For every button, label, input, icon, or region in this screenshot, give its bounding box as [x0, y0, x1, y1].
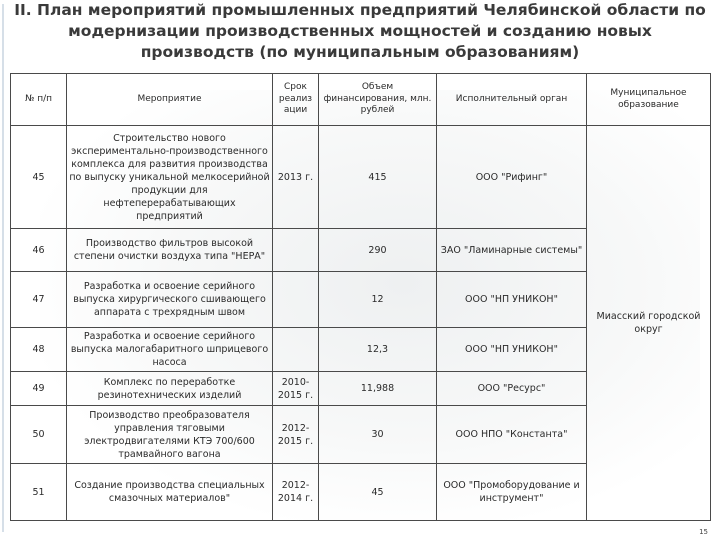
row-num: 50 [11, 406, 67, 464]
municipality-cell: Миасский городской округ [587, 126, 711, 521]
row-executor: ООО "Рифинг" [437, 126, 587, 229]
row-volume: 12 [319, 272, 437, 328]
row-executor: ООО "Ресурс" [437, 372, 587, 406]
row-num: 46 [11, 229, 67, 272]
row-event: Строительство нового экспериментально-производственного комплекса для развития производства по выпуску уникальной мелкосерийной продукции для нефтеперерабатывающих предприятий [67, 126, 273, 229]
title-line-2: модернизации производственных мощностей и созданию новых [68, 22, 652, 40]
left-accent-rule [2, 4, 4, 532]
row-volume: 415 [319, 126, 437, 229]
row-num: 49 [11, 372, 67, 406]
row-executor: ООО "Промоборудование и инструмент" [437, 464, 587, 521]
row-executor: ООО "НП УНИКОН" [437, 328, 587, 372]
title-line-1: II. План мероприятий промышленных предприятий Челябинской области по [14, 1, 706, 19]
page-number: 15 [699, 528, 708, 536]
row-term [273, 272, 319, 328]
row-num: 45 [11, 126, 67, 229]
header-volume: Объем финансирования, млн. рублей [319, 74, 437, 126]
header-event: Мероприятие [67, 74, 273, 126]
row-event: Производство фильтров высокой степени очистки воздуха типа "НЕРА" [67, 229, 273, 272]
header-num: № п/п [11, 74, 67, 126]
title-line-3: производств (по муниципальным образованиям) [140, 43, 580, 61]
row-executor: ООО "НП УНИКОН" [437, 272, 587, 328]
row-num: 51 [11, 464, 67, 521]
row-volume: 290 [319, 229, 437, 272]
plan-table [10, 73, 711, 521]
row-term: 2012-2014 г. [273, 464, 319, 521]
row-num: 48 [11, 328, 67, 372]
header-executor: Исполнительный орган [437, 74, 587, 126]
row-volume: 12,3 [319, 328, 437, 372]
header-term: Срок реализ ации [273, 74, 319, 126]
row-term: 2012-2015 г. [273, 406, 319, 464]
row-executor: ЗАО "Ламинарные системы" [437, 229, 587, 272]
row-term [273, 328, 319, 372]
row-event: Разработка и освоение серийного выпуска хирургического сшивающего аппарата с трехрядным швом [67, 272, 273, 328]
row-event: Создание производства специальных смазочных материалов" [67, 464, 273, 521]
row-volume: 30 [319, 406, 437, 464]
row-term: 2010-2015 г. [273, 372, 319, 406]
row-executor: ООО НПО "Константа" [437, 406, 587, 464]
header-municipality: Муниципальное образование [587, 74, 711, 126]
row-num: 47 [11, 272, 67, 328]
table-header-row [11, 74, 711, 126]
row-event: Разработка и освоение серийного выпуска малогабаритного шприцевого насоса [67, 328, 273, 372]
row-event: Производство преобразователя управления тяговыми электродвигателями КТЭ 700/600 трамвайного вагона [67, 406, 273, 464]
slide-title [0, 0, 720, 63]
table-row [11, 126, 711, 229]
row-term [273, 229, 319, 272]
row-term: 2013 г. [273, 126, 319, 229]
row-volume: 45 [319, 464, 437, 521]
row-volume: 11,988 [319, 372, 437, 406]
row-event: Комплекс по переработке резинотехнических изделий [67, 372, 273, 406]
